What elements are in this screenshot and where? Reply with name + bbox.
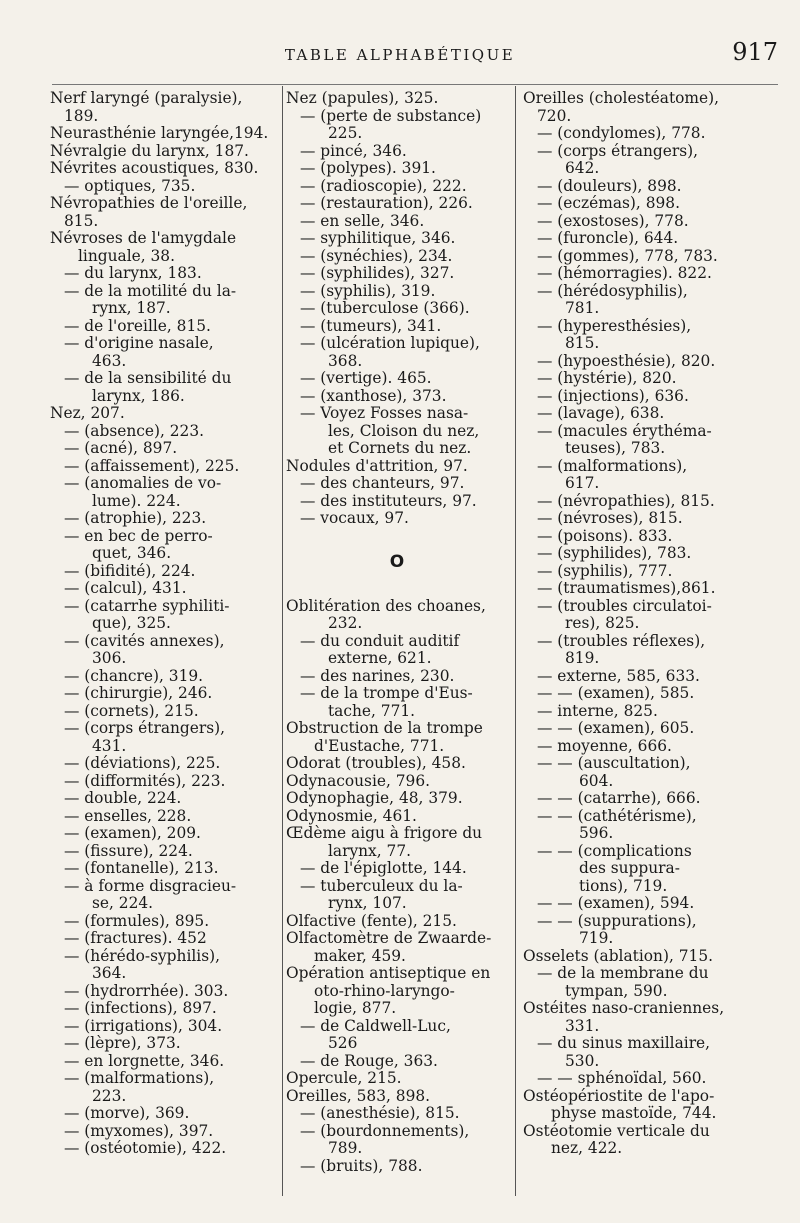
index-subentry: — optiques, 735. (64, 177, 196, 195)
index-entry: Nerf laryngé (paralysie), (50, 90, 243, 107)
index-subentry: — (perte de substance) (300, 107, 482, 125)
index-subentry: — (anomalies de vo- (64, 475, 222, 492)
index-entry: Oblitération des choanes, (286, 597, 486, 615)
index-subentry: — (morve), 369. (64, 1105, 190, 1122)
index-subentry: les, Cloison du nez, (328, 422, 480, 440)
index-subentry: — (fissure), 224. (64, 842, 193, 860)
index-subentry: — de la trompe d'Eus- (300, 685, 473, 702)
index-subentry: — (poisons). 833. (537, 527, 673, 545)
index-subentry: — (syphilis), 319. (300, 282, 436, 300)
index-subentry: larynx, 77. (328, 842, 412, 860)
index-subentry: — (corps étrangers), (537, 142, 699, 160)
index-subentry: — (malformations), (64, 1070, 215, 1087)
index-subentry: 781. (565, 300, 600, 317)
index-subentry: — (chirurgie), 246. (64, 685, 213, 702)
index-subentry: — (tumeurs), 341. (300, 317, 442, 335)
index-entry: Odynacousie, 796. (286, 772, 431, 790)
index-subentry: — (hémorragies). 822. (537, 265, 712, 282)
index-subentry: — (polypes). 391. (300, 160, 436, 177)
index-subentry: — — (suppurations), (537, 912, 697, 930)
index-subentry: — de Caldwell-Luc, (300, 1017, 451, 1035)
index-subentry: — (névropathies), 815. (537, 492, 715, 510)
index-subentry: 526 (328, 1035, 358, 1052)
index-subentry: — (syphilides), 783. (537, 545, 692, 562)
index-subentry: — (déviations), 225. (64, 755, 221, 772)
index-subentry: — (radioscopie), 222. (300, 177, 467, 195)
index-subentry: physe mastoïde, 744. (551, 1105, 717, 1122)
index-subentry: 819. (565, 650, 600, 667)
index-subentry: — (calcul), 431. (64, 580, 187, 597)
index-subentry: 642. (565, 160, 600, 177)
index-subentry: rynx, 107. (328, 895, 407, 912)
index-subentry: — (gommes), 778, 783. (537, 247, 718, 265)
index-subentry: — (ulcération lupique), (300, 335, 480, 352)
index-subentry: 789. (328, 1140, 363, 1157)
index-subentry: — — (catarrhe), 666. (537, 790, 701, 807)
index-subentry: 331. (565, 1017, 600, 1035)
index-subentry: — (bourdonnements), (300, 1122, 470, 1140)
index-subentry: — (catarrhe syphiliti- (64, 597, 230, 615)
index-subentry: — moyenne, 666. (537, 737, 672, 755)
index-entry: Obstruction de la trompe (286, 720, 483, 737)
index-subentry: — tuberculeux du la- (300, 877, 463, 895)
index-subentry: 596. (579, 825, 614, 842)
index-subentry: — (troubles réflexes), (537, 632, 706, 650)
index-subentry: oto-rhino-laryngo- (314, 982, 455, 1000)
page-header (0, 38, 800, 78)
index-subentry: — externe, 585, 633. (537, 667, 700, 685)
index-subentry: 225. (328, 125, 363, 142)
column-divider-2 (515, 86, 516, 1196)
index-entry: Neurasthénie laryngée,194. (50, 125, 269, 142)
index-subentry: — (fractures). 452 (64, 930, 207, 947)
index-entry: Ostéotomie verticale du (523, 1122, 710, 1140)
index-subentry: — (vertige). 465. (300, 370, 432, 387)
index-subentry: 815. (565, 335, 600, 352)
index-subentry: — (formules), 895. (64, 912, 210, 930)
index-subentry: 189. (64, 107, 99, 125)
index-entry: Névropathies de l'oreille, (50, 195, 248, 212)
index-column-3 (523, 90, 785, 1158)
index-subentry: — (exostoses), 778. (537, 212, 689, 230)
index-subentry: — (malformations), (537, 457, 688, 475)
index-entry: Osselets (ablation), 715. (523, 947, 714, 965)
index-subentry: 604. (579, 772, 614, 790)
index-subentry: — (syphilides), 327. (300, 265, 455, 282)
index-subentry: se, 224. (92, 895, 154, 912)
index-subentry: — de la sensibilité du (64, 370, 232, 387)
index-subentry: — (lèpre), 373. (64, 1035, 181, 1052)
index-subentry: 306. (92, 650, 127, 667)
index-subentry: — (bifidité), 224. (64, 562, 196, 580)
index-entry: Œdème aigu à frigore du (286, 825, 483, 842)
index-subentry: larynx, 186. (92, 387, 185, 405)
index-subentry: — de l'épiglotte, 144. (300, 860, 467, 877)
index-subentry: — (traumatismes),861. (537, 580, 716, 597)
index-subentry: — (atrophie), 223. (64, 510, 207, 527)
index-subentry: externe, 621. (328, 650, 432, 667)
index-subentry: maker, 459. (314, 947, 406, 965)
index-subentry: — en lorgnette, 346. (64, 1052, 225, 1070)
index-subentry: — (hystérie), 820. (537, 370, 677, 387)
index-subentry: — des narines, 230. (300, 667, 455, 685)
index-subentry: — du larynx, 183. (64, 265, 202, 282)
index-subentry: et Cornets du nez. (328, 440, 472, 457)
index-subentry: 530. (565, 1052, 600, 1070)
index-subentry: 223. (92, 1087, 127, 1105)
index-entry: Odorat (troubles), 458. (286, 755, 466, 772)
index-entry: Oreilles (cholestéatome), (523, 90, 719, 107)
index-subentry: — (chancre), 319. (64, 667, 204, 685)
index-subentry: — (cavités annexes), (64, 632, 225, 650)
index-subentry: — (bruits), 788. (300, 1157, 423, 1175)
index-subentry: — (ostéotomie), 422. (64, 1140, 227, 1157)
index-subentry: — (hyperesthésies), (537, 317, 692, 335)
index-entry: Odynosmie, 461. (286, 807, 417, 825)
spacer (286, 528, 508, 546)
index-subentry: — des chanteurs, 97. (300, 475, 465, 492)
index-subentry: — vocaux, 97. (300, 510, 409, 527)
index-subentry: — (anesthésie), 815. (300, 1105, 460, 1122)
index-subentry: res), 825. (565, 615, 640, 632)
index-subentry: — (lavage), 638. (537, 405, 665, 422)
index-entry: Ostéites naso-craniennes, (523, 1000, 725, 1017)
index-subentry: — — (examen), 605. (537, 720, 695, 737)
index-subentry: 719. (579, 930, 614, 947)
index-column-1 (50, 90, 278, 1158)
index-subentry: — — sphénoïdal, 560. (537, 1070, 707, 1087)
index-subentry: — (hypoesthésie), 820. (537, 352, 716, 370)
index-subentry: tache, 771. (328, 702, 416, 720)
index-subentry: — — (examen), 585. (537, 685, 695, 702)
index-subentry: — (difformités), 223. (64, 772, 226, 790)
index-entry: Oreilles, 583, 898. (286, 1087, 431, 1105)
index-subentry: linguale, 38. (78, 247, 175, 265)
index-subentry: — du conduit auditif (300, 632, 460, 650)
index-subentry: — (troubles circulatoi- (537, 597, 712, 615)
index-subentry: — du sinus maxillaire, (537, 1035, 711, 1052)
index-entry: Ostéopériostite de l'apo- (523, 1087, 715, 1105)
index-subentry: — (névroses), 815. (537, 510, 683, 527)
index-entry: Nez, 207. (50, 405, 125, 422)
index-subentry: — d'origine nasale, (64, 335, 214, 352)
index-subentry: — (irrigations), 304. (64, 1017, 223, 1035)
index-entry: Névralgie du larynx, 187. (50, 142, 249, 160)
index-subentry: 815. (64, 212, 99, 230)
index-subentry: 720. (537, 107, 572, 125)
index-entry: Nez (papules), 325. (286, 90, 439, 107)
index-subentry: — enselles, 228. (64, 807, 192, 825)
index-subentry: — (corps étrangers), (64, 720, 226, 737)
index-subentry: — (infections), 897. (64, 1000, 217, 1017)
index-subentry: — (hydrorrhée). 303. (64, 982, 229, 1000)
index-entry: Opercule, 215. (286, 1070, 402, 1087)
index-subentry: — (tuberculose (366). (300, 300, 470, 317)
index-subentry: — pincé, 346. (300, 142, 407, 160)
column-divider-1 (282, 86, 283, 1196)
index-subentry: d'Eustache, 771. (314, 737, 445, 755)
index-subentry: 368. (328, 352, 363, 370)
index-subentry: 617. (565, 475, 600, 492)
index-subentry: — de l'oreille, 815. (64, 317, 211, 335)
running-title: TABLE ALPHABÉTIQUE (284, 46, 516, 64)
page-number: 917 (732, 38, 778, 66)
index-subentry: 463. (92, 352, 127, 370)
index-subentry: — — (examen), 594. (537, 895, 695, 912)
index-subentry: tions), 719. (579, 877, 668, 895)
index-subentry: — double, 224. (64, 790, 182, 807)
index-subentry: 431. (92, 737, 127, 755)
index-subentry: — en selle, 346. (300, 212, 425, 230)
index-subentry: — de Rouge, 363. (300, 1052, 438, 1070)
index-subentry: — (xanthose), 373. (300, 387, 447, 405)
index-subentry: — de la membrane du (537, 965, 709, 982)
index-subentry: — (acné), 897. (64, 440, 178, 457)
index-entry: Névroses de l'amygdale (50, 230, 237, 247)
index-entry: Olfactomètre de Zwaarde- (286, 930, 492, 947)
index-subentry: — (condylomes), 778. (537, 125, 706, 142)
index-subentry: — interne, 825. (537, 702, 658, 720)
index-subentry: — (eczémas), 898. (537, 195, 680, 212)
index-subentry: nez, 422. (551, 1140, 623, 1157)
index-subentry: quet, 346. (92, 545, 172, 562)
index-subentry: — — (cathétérisme), (537, 807, 697, 825)
index-subentry: — (myxomes), 397. (64, 1122, 214, 1140)
index-subentry: — à forme disgracieu- (64, 877, 237, 895)
section-letter: O (389, 552, 405, 572)
index-entry: Olfactive (fente), 215. (286, 912, 457, 930)
index-subentry: — (restauration), 226. (300, 195, 473, 212)
index-subentry: des suppura- (579, 860, 680, 877)
index-subentry: — (cornets), 215. (64, 702, 199, 720)
index-subentry: logie, 877. (314, 1000, 397, 1017)
index-entry: Opération antiseptique en (286, 965, 491, 982)
index-subentry: — des instituteurs, 97. (300, 492, 477, 510)
index-subentry: — (hérédosyphilis), (537, 282, 688, 300)
index-subentry: lume). 224. (92, 492, 181, 510)
index-subentry: — en bec de perro- (64, 527, 213, 545)
index-subentry: — syphilitique, 346. (300, 230, 456, 247)
index-entry: Odynophagie, 48, 379. (286, 790, 463, 807)
spacer (286, 580, 508, 598)
index-subentry: — (absence), 223. (64, 422, 205, 440)
index-subentry: — (injections), 636. (537, 387, 689, 405)
index-entry: Nodules d'attrition, 97. (286, 457, 468, 475)
index-subentry: — de la motilité du la- (64, 282, 237, 300)
index-subentry: teuses), 783. (565, 440, 666, 457)
index-subentry: — — (complications (537, 842, 692, 860)
index-subentry: rynx, 187. (92, 300, 171, 317)
index-subentry: 364. (92, 965, 127, 982)
index-subentry: — (hérédo-syphilis), (64, 947, 221, 965)
index-subentry: — — (auscultation), (537, 755, 691, 772)
index-column-2 (286, 90, 508, 1175)
index-subentry: — (fontanelle), 213. (64, 860, 219, 877)
index-subentry: — (affaissement), 225. (64, 457, 240, 475)
index-subentry: tympan, 590. (565, 982, 668, 1000)
index-entry: Névrites acoustiques, 830. (50, 160, 259, 177)
index-subentry: que), 325. (92, 615, 171, 632)
index-subentry: 232. (328, 615, 363, 632)
index-subentry: — (furoncle), 644. (537, 230, 679, 247)
index-subentry: — (macules érythéma- (537, 422, 712, 440)
index-subentry: — (synéchies), 234. (300, 247, 453, 265)
index-subentry: — Voyez Fosses nasa- (300, 405, 469, 422)
index-subentry: — (examen), 209. (64, 825, 201, 842)
header-rule (52, 84, 778, 85)
index-subentry: — (douleurs), 898. (537, 177, 682, 195)
index-subentry: — (syphilis), 777. (537, 562, 673, 580)
